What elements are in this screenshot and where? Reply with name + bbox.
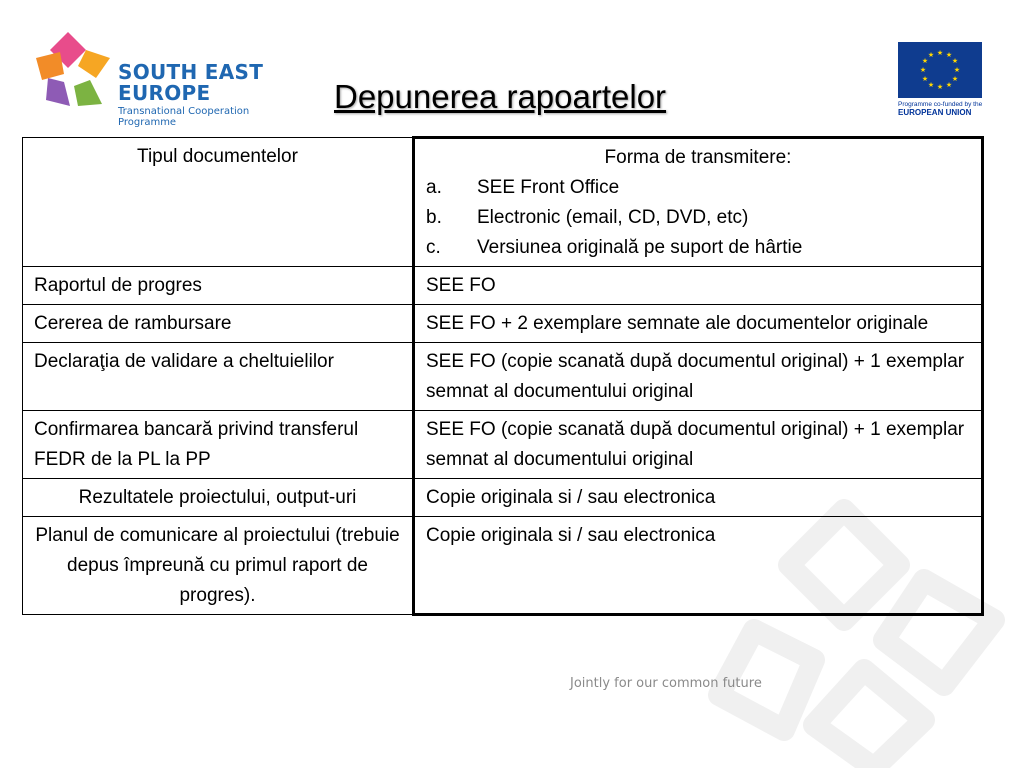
tagline: Jointly for our common future: [570, 676, 762, 691]
svg-text:★: ★: [945, 51, 953, 59]
svg-text:★: ★: [927, 51, 935, 59]
table-row: [23, 411, 983, 479]
svg-text:★: ★: [953, 66, 961, 74]
svg-text:★: ★: [951, 57, 959, 65]
document-type-cell: Rezultatele proiectului, output-uri: [23, 479, 414, 517]
list-item: [426, 203, 970, 233]
document-type-cell: Confirmarea bancară privind transferul FEDR de la PL la PP: [23, 411, 414, 479]
page-title: Depunerea rapoartelor: [334, 78, 667, 115]
list-text: Electronic (email, CD, DVD, etc): [477, 207, 749, 228]
document-type-cell: Cererea de rambursare: [23, 305, 414, 343]
table-header-row: [23, 138, 983, 267]
table-row: [23, 305, 983, 343]
list-item: [426, 173, 970, 203]
table-row: [23, 479, 983, 517]
svg-text:★: ★: [921, 57, 929, 65]
svg-text:★: ★: [919, 66, 927, 74]
list-marker: a.: [426, 177, 442, 198]
eu-caption-1: Programme co-funded by the: [898, 101, 983, 108]
transmission-form-cell: SEE FO: [414, 267, 983, 305]
svg-text:★: ★: [921, 75, 929, 83]
documents-table: [22, 136, 984, 616]
transmission-form-cell: SEE FO (copie scanată după documentul original) + 1 exemplar semnat al documentului original: [414, 411, 983, 479]
see-logo: [34, 30, 274, 128]
transmission-form-cell: Copie originala si / sau electronica: [414, 517, 983, 615]
table-row: [23, 343, 983, 411]
document-type-cell: Raportul de progres: [23, 267, 414, 305]
table-row: [23, 517, 983, 615]
svg-text:★: ★: [927, 81, 935, 89]
header-document-type: Tipul documentelor: [23, 138, 414, 267]
list-marker: b.: [426, 207, 442, 228]
eu-logo: [896, 42, 984, 117]
header-transmission-form: [414, 138, 983, 267]
transmission-form-cell: SEE FO + 2 exemplare semnate ale documentelor originale: [414, 305, 983, 343]
svg-text:★: ★: [951, 75, 959, 83]
svg-text:★: ★: [936, 49, 944, 57]
logo-line-1: SOUTH EAST: [118, 60, 264, 84]
header-transmission-title: Forma de transmitere:: [604, 147, 792, 168]
document-type-cell: Planul de comunicare al proiectului (trebuie depus împreună cu primul raport de progres).: [23, 517, 414, 615]
document-type-cell: Declaraţia de validare a cheltuielilor: [23, 343, 414, 411]
svg-text:★: ★: [936, 83, 944, 91]
list-item: [426, 233, 970, 263]
list-text: SEE Front Office: [477, 177, 620, 198]
svg-text:★: ★: [945, 81, 953, 89]
transmission-form-cell: Copie originala si / sau electronica: [414, 479, 983, 517]
eu-flag-icon: [898, 42, 982, 98]
see-flower-icon: [34, 30, 120, 112]
transmission-form-cell: SEE FO (copie scanată după documentul original) + 1 exemplar semnat al documentului original: [414, 343, 983, 411]
logo-line-2: EUROPE: [118, 81, 211, 105]
list-text: Versiunea originală pe suport de hârtie: [477, 237, 803, 258]
eu-stars-icon: [898, 42, 982, 98]
table-row: [23, 267, 983, 305]
logo-line-3: Transnational Cooperation Programme: [118, 106, 250, 128]
eu-caption-2: EUROPEAN UNION: [898, 108, 972, 117]
list-marker: c.: [426, 237, 441, 258]
